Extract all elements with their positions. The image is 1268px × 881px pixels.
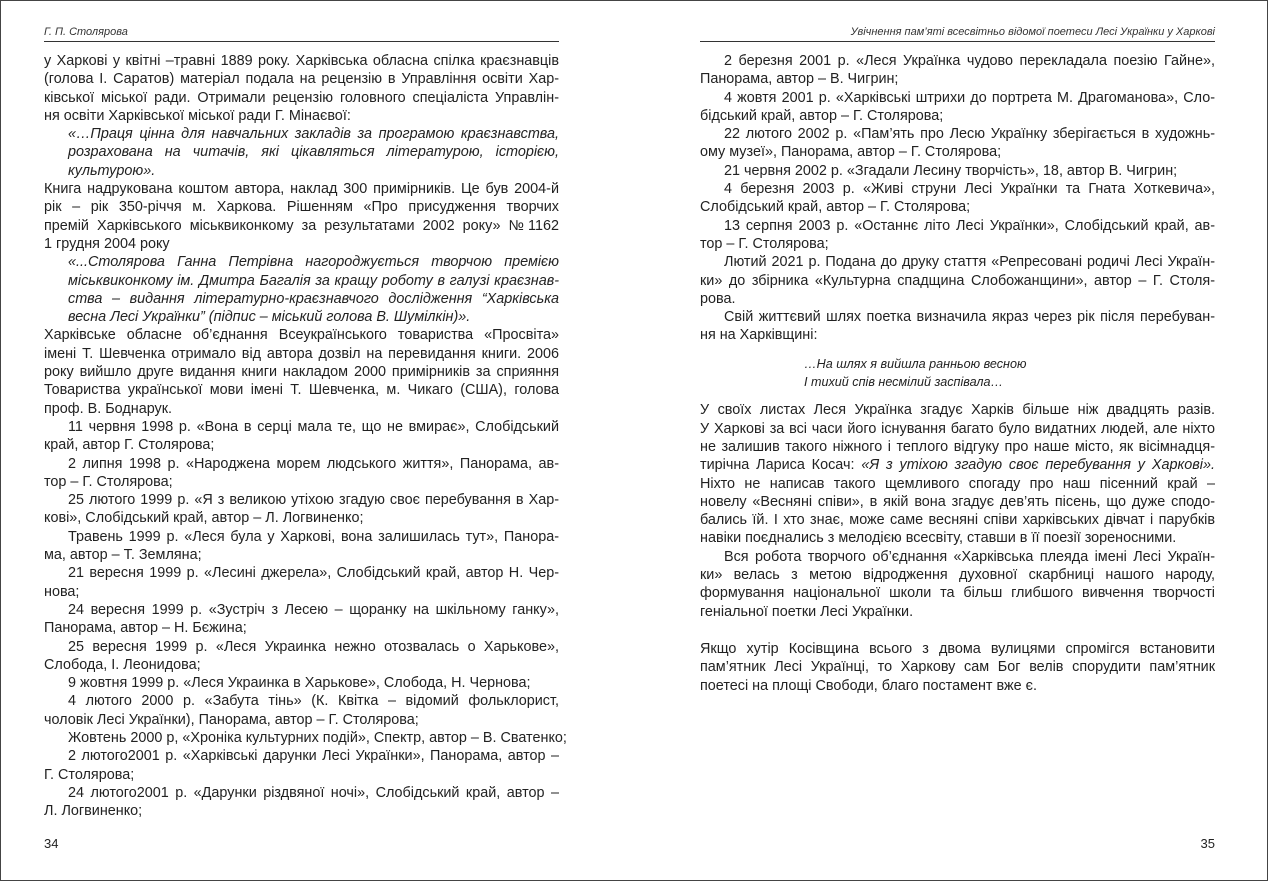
text-line: …На шлях я вийшла ранньою весною [804, 356, 1027, 371]
paragraph [44, 674, 559, 692]
text-line: Травень 1999 р. «Леся була у Харкові, вона залишилась тут», Панора- [68, 528, 559, 545]
text-line: нова; [44, 583, 80, 600]
text-line: весна Лесі Українки” (підпис – міський голова В. Шумілкін)». [68, 309, 471, 326]
block-quote [44, 125, 559, 180]
text-line: тор – Г. Столярова; [700, 235, 829, 252]
paragraph [700, 125, 1215, 162]
text-line: 21 вересня 1999 р. «Лесині джерела», Слобідський край, автор Н. Чер- [68, 565, 559, 582]
text-line: Якщо хутір Косівщина всього з двома вулицями спромігся встановити [700, 640, 1215, 657]
text-line: 9 жовтня 1999 р. «Леся Украинка в Харькове», Слобода, Н. Чернова; [68, 675, 531, 692]
text-line: ства – видання літературно-краєзнавчого дослідження “Харківська [68, 290, 559, 307]
text-line: бались їй. І хто знає, може саме весняні співи харківських дівчат і парубків [700, 512, 1215, 529]
text-line: новелу «Весняні співи», в якій вона згадує дев’ять пісень, що дуже сподо- [700, 493, 1215, 510]
text-line: У Харкові за всі часи його існування багато було видатних людей, але ніхто [700, 420, 1215, 437]
text-line: року вийшло друге видання книги накладом 2000 примірників за сприяння [44, 364, 559, 381]
text-line: бідський край, автор – Г. Столярова; [700, 107, 944, 124]
paragraph [44, 52, 559, 125]
text-line: у Харкові у квітні –травні 1889 року. Харківська обласна спілка краєзнавців [44, 53, 559, 69]
paragraph [44, 326, 559, 417]
text-line: 22 лютого 2002 р. «Пам’ять про Лесю Українку зберігається в художнь- [724, 126, 1215, 143]
text-line: 21 червня 2002 р. «Згадали Лесину творчість», 18, автор В. Чигрин; [724, 162, 1178, 179]
paragraph [44, 564, 559, 601]
text-line: Харківське обласне об’єднання Всеукраїнського товариства «Просвіта» [44, 327, 559, 344]
text-line: ки» до збірника «Культурна спадщина Слобожанщини», автор – Г. Столя- [700, 272, 1215, 289]
text-line: 24 лютого2001 р. «Дарунки різдвяної ночі», Слобідський край, автор – [68, 784, 559, 801]
text-line: 2 липня 1998 р. «Народжена морем людського життя», Панорама, ав- [68, 455, 559, 472]
paragraph [700, 89, 1215, 126]
paragraph [700, 548, 1215, 621]
text-line: 13 серпня 2003 р. «Останнє літо Лесі Українки», Слобідський край, ав- [724, 217, 1215, 234]
text-line: ня освіти Харківської міської ради Г. Мінаєвої: [44, 107, 351, 124]
italic-quote: «Я з утіхою згадую своє перебування у Харкові». [861, 457, 1215, 474]
text-line: 1 грудня 2004 року [44, 235, 170, 252]
paragraph [44, 491, 559, 528]
text-line: Ніхто не написав такого щемливого спогаду про наш пісенний край – [700, 475, 1215, 492]
paragraph [44, 747, 559, 784]
text-line: У своїх листах Леся Українка згадує Харків більше ніж двадцять разів. [700, 402, 1215, 419]
text-line: 24 вересня 1999 р. «Зустріч з Лесею – щоранку на шкільному ганку», [68, 601, 559, 618]
text-line: розрахована на читачів, які цікавляться літературою, історією, [68, 144, 559, 161]
paragraph [700, 308, 1215, 345]
paragraph [44, 601, 559, 638]
text-line: Слобода, І. Леонидова; [44, 656, 201, 673]
text-line [700, 456, 1215, 474]
text-line: 4 лютого 2000 р. «Забута тінь» (К. Квітка – відомий фольклорист, [68, 693, 559, 710]
paragraph [44, 455, 559, 492]
left-page [44, 0, 567, 881]
text-line: рова. [700, 290, 736, 307]
text-line: Вся робота творчого об’єднання «Харківська плеяда імені Лесі Україн- [724, 548, 1215, 565]
text-line: ківської міської ради. Отримали рецензію головного спеціаліста Управлін- [44, 89, 559, 106]
block-quote [44, 253, 559, 326]
text-line: Жовтень 2000 р, «Хроніка культурних подій», Спектр, автор – В. Сватенко; [68, 729, 567, 746]
text-line: (голова І. Саратов) матеріал подала на рецензію в Управління освіти Хар- [44, 71, 559, 88]
page-number: 34 [44, 836, 59, 851]
text-line: Товариства української мови імені Т. Шевченка, м. Чикаго (США), голова [44, 382, 559, 399]
text-line: 2 березня 2001 р. «Леся Українка чудово перекладала поезію Гайне», [724, 53, 1215, 69]
text-line: «…Праця цінна для навчальних закладів за програмою краєзнавства, [68, 126, 559, 143]
text-line: премій Харківського міськвиконкому за результатами 2002 року» №1162 [44, 217, 559, 234]
text-line: кові», Слобідський край, автор – Л. Логвиненко; [44, 510, 364, 527]
text-line: І тихий спів несмілий заспівала… [804, 375, 1004, 390]
paragraph [700, 401, 1215, 547]
page-body [700, 52, 1215, 695]
paragraph [44, 638, 559, 675]
text-line: імені Т. Шевченка отримало від автора дозвіл на перевидання книги. 2006 [44, 345, 559, 362]
right-page [700, 0, 1215, 881]
text-segment: тирічна Лариса Косач: [700, 457, 862, 474]
paragraph [700, 180, 1215, 217]
text-line: навіки поєднались з мелодією всесвіту, ставши в її поезії зореносними. [700, 530, 1177, 547]
text-line: поетесі на площі Свободи, благо постамент вже є. [700, 677, 1037, 694]
text-line: ому музеї», Панорама, автор – Г. Столярова; [700, 144, 1002, 161]
text-line: 25 вересня 1999 р. «Леся Украинка нежно отозвалась о Харькове», [68, 638, 559, 655]
text-line: геніальної поетки Лесі Українки. [700, 603, 914, 620]
text-line: Свій життєвий шлях поетка визначила якраз через рік після перебуван- [724, 309, 1215, 326]
paragraph [700, 162, 1215, 180]
paragraph [44, 729, 567, 747]
text-line: Панорама, автор – В. Чигрин; [700, 71, 899, 88]
text-line: рік – рік 350-річчя м. Харкова. Рішенням «Про присудження творчих [44, 199, 559, 216]
paragraph [44, 784, 559, 821]
text-line: пам’ятник Лесі Українці, то Харкову сам Бог велів спорудити пам’ятник [700, 659, 1215, 676]
running-head: Г. П. Столярова [44, 26, 559, 42]
text-line: Г. Столярова; [44, 766, 135, 783]
paragraph [700, 640, 1215, 695]
text-line: 4 березня 2003 р. «Живі струни Лесі Українки та Гната Хоткевича», [724, 181, 1215, 198]
text-line: край, автор Г. Столярова; [44, 437, 215, 454]
paragraph [700, 253, 1215, 308]
text-line: міськвиконкому ім. Дмитра Багалія за кращу роботу в галузі краєзнав- [68, 272, 559, 289]
text-line: ня на Харківщині: [700, 327, 818, 344]
page-number: 35 [1200, 836, 1215, 851]
page-body [44, 52, 567, 820]
text-line: тор – Г. Столярова; [44, 473, 173, 490]
text-line: культурою». [68, 162, 156, 179]
paragraph [700, 217, 1215, 254]
text-line: чоловік Лесі Українки), Панорама, автор – Г. Столярова; [44, 711, 419, 728]
paragraph [44, 418, 559, 455]
text-line: 11 червня 1998 р. «Вона в серці мала те, що не вмирає», Слобідський [68, 418, 559, 435]
poem-excerpt [700, 355, 1215, 392]
text-line: 25 лютого 1999 р. «Я з великою утіхою згадую своє перебування в Хар- [68, 492, 559, 509]
paragraph [44, 692, 559, 729]
text-line: ма, автор – Т. Земляна; [44, 547, 202, 564]
text-line: Лютий 2021 р. Подана до друку стаття «Репресовані родичі Лесі Україн- [724, 254, 1215, 271]
text-line: ки» велась з метою відродження духовної скарбниці нашого народу, [700, 567, 1215, 584]
text-line: «...Столярова Ганна Петрівна нагороджується творчою премією [68, 254, 559, 271]
text-line: Панорама, автор – Н. Бєжина; [44, 620, 247, 637]
text-line: Книга надрукована коштом автора, наклад 300 примірників. Це був 2004-й [44, 181, 559, 198]
running-head: Увічнення пам’яті всесвітньо відомої поетеси Лесі Українки у Харкові [700, 26, 1215, 42]
text-line: Л. Логвиненко; [44, 803, 143, 820]
paragraph [700, 52, 1215, 89]
text-line: 4 жовтя 2001 р. «Харківські штрихи до портрета М. Драгоманова», Сло- [724, 89, 1215, 106]
text-line: Слобідський край, автор – Г. Столярова; [700, 199, 971, 216]
paragraph [44, 528, 559, 565]
text-line: проф. В. Боднарук. [44, 400, 173, 417]
text-line: формування національної школи та більш глибшого вивчення творчості [700, 585, 1215, 602]
paragraph [44, 180, 559, 253]
text-line: не залишив такого ніжного і теплого відгуку про наше місто, як вісімнадця- [700, 438, 1215, 455]
text-line: 2 лютого2001 р. «Харківські дарунки Лесі Українки», Панорама, автор – [68, 748, 559, 765]
